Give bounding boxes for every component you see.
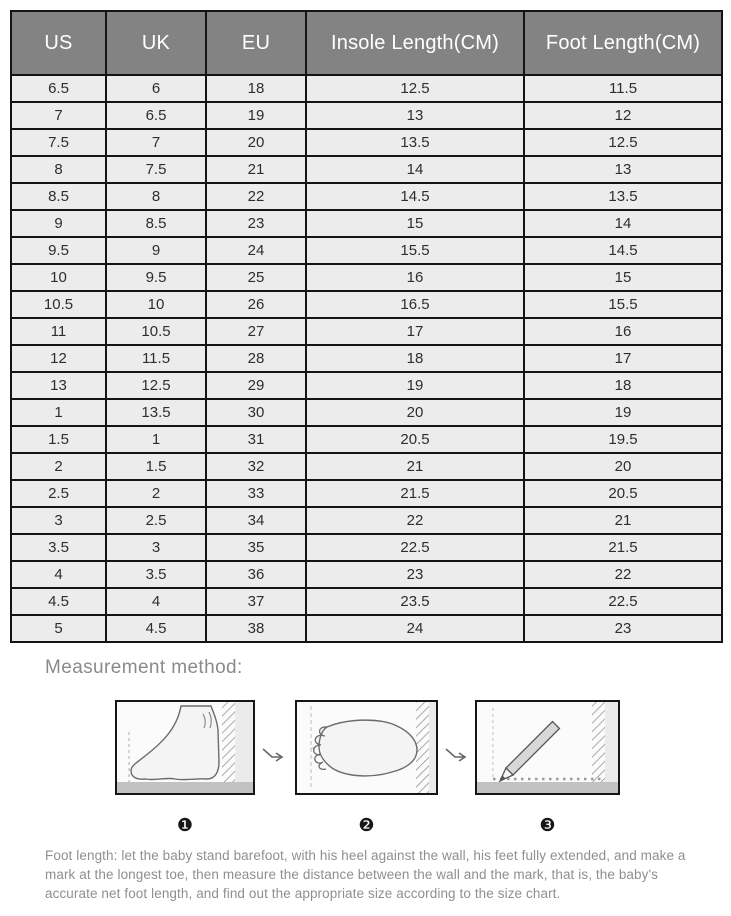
size-cell: 8 bbox=[106, 183, 206, 210]
size-cell: 22 bbox=[206, 183, 306, 210]
size-cell: 4 bbox=[11, 561, 106, 588]
size-cell: 3 bbox=[11, 507, 106, 534]
table-row bbox=[11, 264, 722, 291]
size-cell: 19 bbox=[524, 399, 722, 426]
column-header: Insole Length(CM) bbox=[306, 11, 524, 75]
foot-side-against-wall-illustration bbox=[115, 700, 255, 795]
size-cell: 7.5 bbox=[106, 156, 206, 183]
size-cell: 10.5 bbox=[11, 291, 106, 318]
table-row bbox=[11, 372, 722, 399]
size-cell: 23 bbox=[524, 615, 722, 642]
size-cell: 6 bbox=[106, 75, 206, 102]
pencil-marking-illustration bbox=[475, 700, 620, 795]
table-row bbox=[11, 129, 722, 156]
column-header: EU bbox=[206, 11, 306, 75]
size-cell: 7.5 bbox=[11, 129, 106, 156]
table-row bbox=[11, 156, 722, 183]
size-cell: 19 bbox=[206, 102, 306, 129]
size-cell: 5 bbox=[11, 615, 106, 642]
size-cell: 19.5 bbox=[524, 426, 722, 453]
size-cell: 22.5 bbox=[524, 588, 722, 615]
size-cell: 35 bbox=[206, 534, 306, 561]
size-cell: 18 bbox=[524, 372, 722, 399]
size-cell: 20 bbox=[306, 399, 524, 426]
foot-top-view-illustration bbox=[295, 700, 438, 795]
size-cell: 12.5 bbox=[306, 75, 524, 102]
table-row bbox=[11, 480, 722, 507]
table-row bbox=[11, 588, 722, 615]
size-cell: 16 bbox=[524, 318, 722, 345]
size-cell: 9 bbox=[106, 237, 206, 264]
size-cell: 37 bbox=[206, 588, 306, 615]
table-row bbox=[11, 75, 722, 102]
size-cell: 8.5 bbox=[106, 210, 206, 237]
table-row bbox=[11, 210, 722, 237]
size-cell: 14 bbox=[524, 210, 722, 237]
table-row bbox=[11, 345, 722, 372]
size-cell: 29 bbox=[206, 372, 306, 399]
size-cell: 27 bbox=[206, 318, 306, 345]
size-cell: 24 bbox=[306, 615, 524, 642]
table-row bbox=[11, 561, 722, 588]
step-2-badge: ❷ bbox=[358, 815, 375, 835]
size-cell: 10 bbox=[11, 264, 106, 291]
size-cell: 33 bbox=[206, 480, 306, 507]
size-cell: 21.5 bbox=[524, 534, 722, 561]
size-cell: 11.5 bbox=[106, 345, 206, 372]
size-cell: 21.5 bbox=[306, 480, 524, 507]
next-step-arrow-icon bbox=[259, 746, 285, 771]
size-cell: 11 bbox=[11, 318, 106, 345]
table-row bbox=[11, 399, 722, 426]
table-row bbox=[11, 507, 722, 534]
column-header: UK bbox=[106, 11, 206, 75]
size-cell: 15.5 bbox=[306, 237, 524, 264]
size-cell: 15.5 bbox=[524, 291, 722, 318]
measurement-method-title: Measurement method: bbox=[45, 657, 243, 678]
size-cell: 20.5 bbox=[524, 480, 722, 507]
size-cell: 22 bbox=[306, 507, 524, 534]
size-cell: 23.5 bbox=[306, 588, 524, 615]
size-cell: 7 bbox=[11, 102, 106, 129]
size-cell: 9.5 bbox=[106, 264, 206, 291]
table-row bbox=[11, 291, 722, 318]
size-cell: 20 bbox=[206, 129, 306, 156]
size-cell: 25 bbox=[206, 264, 306, 291]
size-cell: 9 bbox=[11, 210, 106, 237]
step-3-badge: ❸ bbox=[539, 815, 556, 835]
size-cell: 13 bbox=[306, 102, 524, 129]
size-cell: 1.5 bbox=[11, 426, 106, 453]
size-cell: 21 bbox=[206, 156, 306, 183]
size-cell: 9.5 bbox=[11, 237, 106, 264]
size-cell: 23 bbox=[306, 561, 524, 588]
size-cell: 20.5 bbox=[306, 426, 524, 453]
size-cell: 32 bbox=[206, 453, 306, 480]
table-row bbox=[11, 426, 722, 453]
size-cell: 4 bbox=[106, 588, 206, 615]
size-cell: 17 bbox=[306, 318, 524, 345]
size-cell: 2.5 bbox=[11, 480, 106, 507]
size-cell: 16.5 bbox=[306, 291, 524, 318]
size-cell: 24 bbox=[206, 237, 306, 264]
next-step-arrow-icon bbox=[442, 746, 468, 771]
size-cell: 1 bbox=[106, 426, 206, 453]
size-cell: 12.5 bbox=[524, 129, 722, 156]
size-cell: 1.5 bbox=[106, 453, 206, 480]
size-cell: 19 bbox=[306, 372, 524, 399]
size-cell: 6.5 bbox=[11, 75, 106, 102]
size-cell: 1 bbox=[11, 399, 106, 426]
foot-length-instructions: Foot length: let the baby stand barefoot, with his heel against the wall, his feet fully extended, and make a mark at the longest toe, then measure the distance between the wall and the mark, that is, the baby's accurate net foot length, and find out the appropriate size according to the size chart. bbox=[45, 848, 686, 902]
size-cell: 2 bbox=[106, 480, 206, 507]
size-cell: 21 bbox=[306, 453, 524, 480]
size-cell: 23 bbox=[206, 210, 306, 237]
size-cell: 17 bbox=[524, 345, 722, 372]
size-cell: 22.5 bbox=[306, 534, 524, 561]
size-cell: 6.5 bbox=[106, 102, 206, 129]
size-cell: 10.5 bbox=[106, 318, 206, 345]
size-cell: 15 bbox=[306, 210, 524, 237]
size-cell: 3.5 bbox=[11, 534, 106, 561]
size-cell: 2 bbox=[11, 453, 106, 480]
header-row bbox=[11, 11, 722, 75]
size-cell: 4.5 bbox=[11, 588, 106, 615]
size-chart-table bbox=[10, 10, 723, 643]
size-cell: 13 bbox=[524, 156, 722, 183]
column-header: US bbox=[11, 11, 106, 75]
size-cell: 12 bbox=[11, 345, 106, 372]
size-cell: 36 bbox=[206, 561, 306, 588]
size-cell: 4.5 bbox=[106, 615, 206, 642]
size-cell: 13.5 bbox=[524, 183, 722, 210]
size-cell: 8.5 bbox=[11, 183, 106, 210]
size-cell: 2.5 bbox=[106, 507, 206, 534]
table-row bbox=[11, 318, 722, 345]
size-cell: 14.5 bbox=[524, 237, 722, 264]
size-cell: 13.5 bbox=[106, 399, 206, 426]
size-cell: 10 bbox=[106, 291, 206, 318]
size-cell: 16 bbox=[306, 264, 524, 291]
size-cell: 22 bbox=[524, 561, 722, 588]
size-cell: 31 bbox=[206, 426, 306, 453]
size-cell: 12 bbox=[524, 102, 722, 129]
size-cell: 11.5 bbox=[524, 75, 722, 102]
size-cell: 7 bbox=[106, 129, 206, 156]
size-cell: 34 bbox=[206, 507, 306, 534]
size-cell: 30 bbox=[206, 399, 306, 426]
size-cell: 18 bbox=[206, 75, 306, 102]
table-row bbox=[11, 237, 722, 264]
size-cell: 38 bbox=[206, 615, 306, 642]
size-cell: 8 bbox=[11, 156, 106, 183]
table-row bbox=[11, 453, 722, 480]
size-cell: 28 bbox=[206, 345, 306, 372]
size-cell: 21 bbox=[524, 507, 722, 534]
size-cell: 26 bbox=[206, 291, 306, 318]
size-cell: 3 bbox=[106, 534, 206, 561]
table-row bbox=[11, 615, 722, 642]
size-cell: 13 bbox=[11, 372, 106, 399]
table-row bbox=[11, 534, 722, 561]
column-header: Foot Length(CM) bbox=[524, 11, 722, 75]
size-cell: 18 bbox=[306, 345, 524, 372]
step-1-badge: ❶ bbox=[176, 815, 194, 835]
size-cell: 12.5 bbox=[106, 372, 206, 399]
size-cell: 15 bbox=[524, 264, 722, 291]
table-row bbox=[11, 102, 722, 129]
table-row bbox=[11, 183, 722, 210]
size-cell: 14.5 bbox=[306, 183, 524, 210]
size-cell: 3.5 bbox=[106, 561, 206, 588]
size-cell: 13.5 bbox=[306, 129, 524, 156]
size-cell: 14 bbox=[306, 156, 524, 183]
size-cell: 20 bbox=[524, 453, 722, 480]
